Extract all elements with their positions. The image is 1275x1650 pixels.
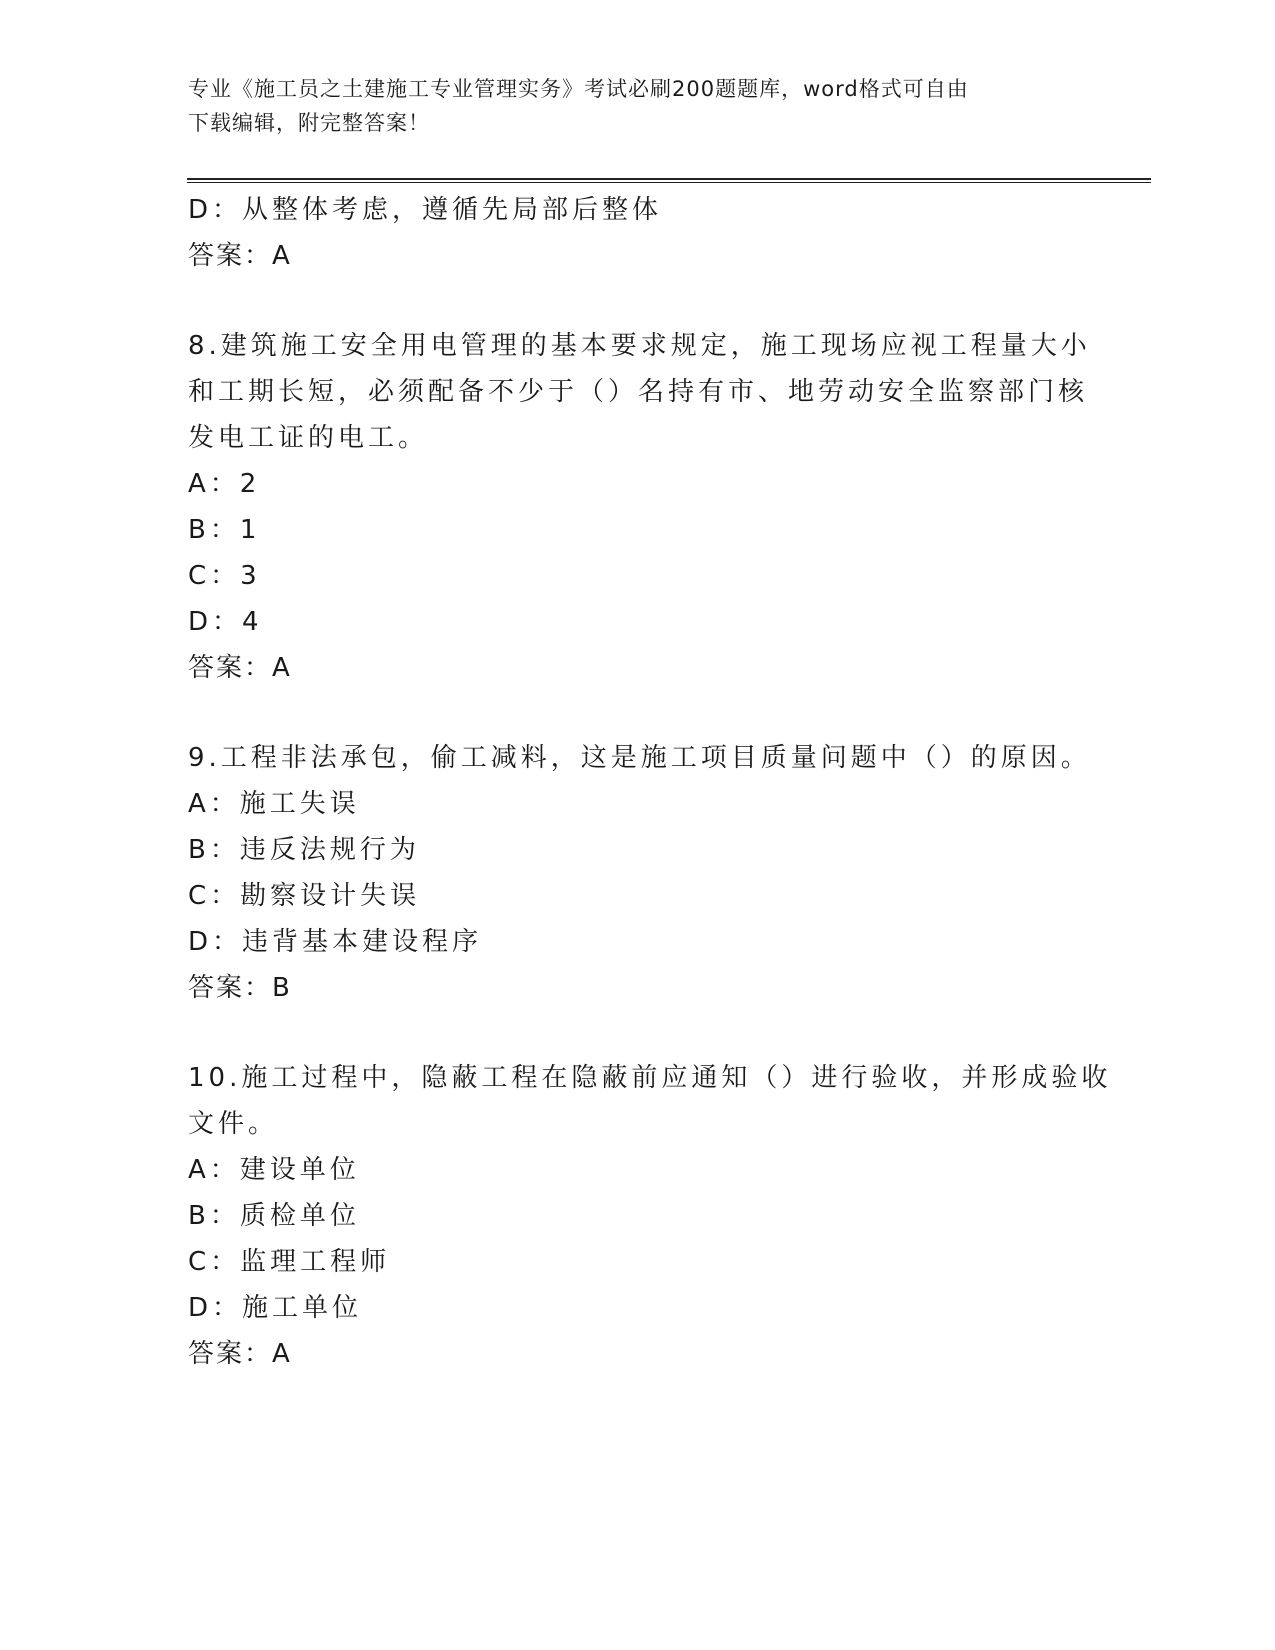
header-line-2: 下载编辑，附完整答案！ — [188, 111, 430, 135]
question-text: 8.建筑施工安全用电管理的基本要求规定，施工现场应视工程量大小 — [188, 331, 1091, 361]
header-divider — [187, 178, 1151, 183]
question-text: 10.施工过程中，隐蔽工程在隐蔽前应通知（）进行验收，并形成验收 — [188, 1063, 1112, 1093]
option-d: D：4 — [188, 607, 263, 637]
question-text: 发电工证的电工。 — [188, 423, 429, 453]
question-text: 文件。 — [188, 1109, 279, 1139]
question-text: 9.工程非法承包，偷工减料，这是施工项目质量问题中（）的原因。 — [188, 743, 1091, 773]
question-8 — [188, 323, 1091, 691]
question-list — [188, 187, 1112, 1377]
answer-line: 答案：A — [188, 241, 292, 271]
option-b: B：质检单位 — [188, 1201, 360, 1231]
option-c: C：监理工程师 — [188, 1247, 391, 1277]
option-a: A：建设单位 — [188, 1155, 360, 1185]
answer-line: 答案：A — [188, 1339, 292, 1369]
option-b: B：1 — [188, 515, 261, 545]
option-d: D：违背基本建设程序 — [188, 927, 483, 957]
question-text: 和工期长短，必须配备不少于（）名持有市、地劳动安全监察部门核 — [188, 377, 1089, 407]
option-d: D：施工单位 — [188, 1293, 363, 1323]
option-c: C：勘察设计失误 — [188, 881, 421, 911]
option-c: C：3 — [188, 561, 261, 591]
option-a: A：2 — [188, 469, 261, 499]
question-9 — [188, 735, 1091, 1011]
question-10 — [188, 1055, 1112, 1377]
page-header — [188, 72, 1068, 140]
answer-line: 答案：A — [188, 653, 292, 683]
option-d: D：从整体考虑，遵循先局部后整体 — [188, 195, 663, 225]
header-line-1: 专业《施工员之土建施工专业管理实务》考试必刷200题题库，word格式可自由 — [188, 77, 969, 101]
option-a: A：施工失误 — [188, 789, 360, 819]
answer-line: 答案：B — [188, 973, 292, 1003]
option-b: B：违反法规行为 — [188, 835, 420, 865]
previous-question-tail — [188, 187, 1088, 279]
